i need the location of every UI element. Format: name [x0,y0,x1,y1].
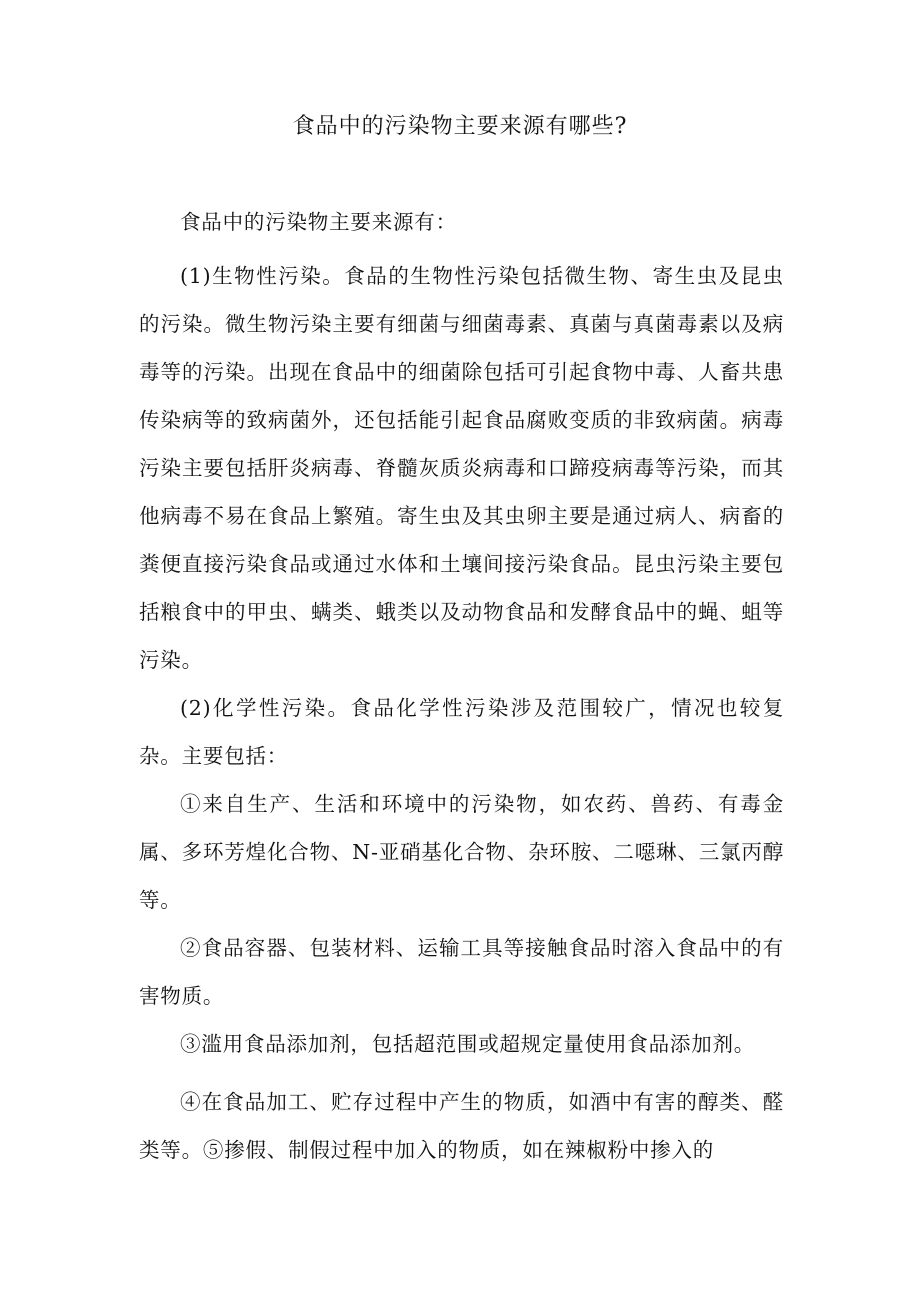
paragraph-item-3: ③滥用食品添加剂，包括超范围或超规定量使用食品添加剂。 [180,1032,756,1056]
paragraph-item-4-5: ④在食品加工、贮存过程中产生的物质，如酒中有害的醇类、醛类等。⑤掺假、制假过程中加入的物质，如在辣椒粉中掺入的 [139,1090,784,1162]
document-body [139,198,784,1174]
paragraph-item-1: ①来自生产、生活和环境中的污染物，如农药、兽药、有毒金属、多环芳煌化合物、N-亚硝基化合物、杂环胺、二噁琳、三氯丙醇等。 [139,792,784,912]
paragraph-intro: 食品中的污染物主要来源有： [180,210,457,234]
paragraph-biological-contamination: (1)生物性污染。食品的生物性污染包括微生物、寄生虫及昆虫的污染。微生物污染主要有细菌与细菌毒素、真菌与真菌毒素以及病毒等的污染。出现在食品中的细菌除包括可引起食物中毒、人畜共患传染病等的致病菌外，还包括能引起食品腐败变质的非致病菌。病毒污染主要包括肝炎病毒、脊髓灰质炎病毒和口蹄疫病毒等污染，而其他病毒不易在食品上繁殖。寄生虫及其虫卵主要是通过病人、病畜的粪便直接污染食品或通过水体和土壤间接污染食品。昆虫污染主要包括粮食中的甲虫、螨类、蛾类以及动物食品和发酵食品中的蝇、蛆等污染。 [139,264,784,672]
document-title: 食品中的污染物主要来源有哪些? [292,114,628,139]
paragraph-item-2: ②食品容器、包装材料、运输工具等接触食品时溶入食品中的有害物质。 [139,936,784,1008]
paragraph-chemical-contamination: (2)化学性污染。食品化学性污染涉及范围较广，情况也较复杂。主要包括： [139,696,784,768]
